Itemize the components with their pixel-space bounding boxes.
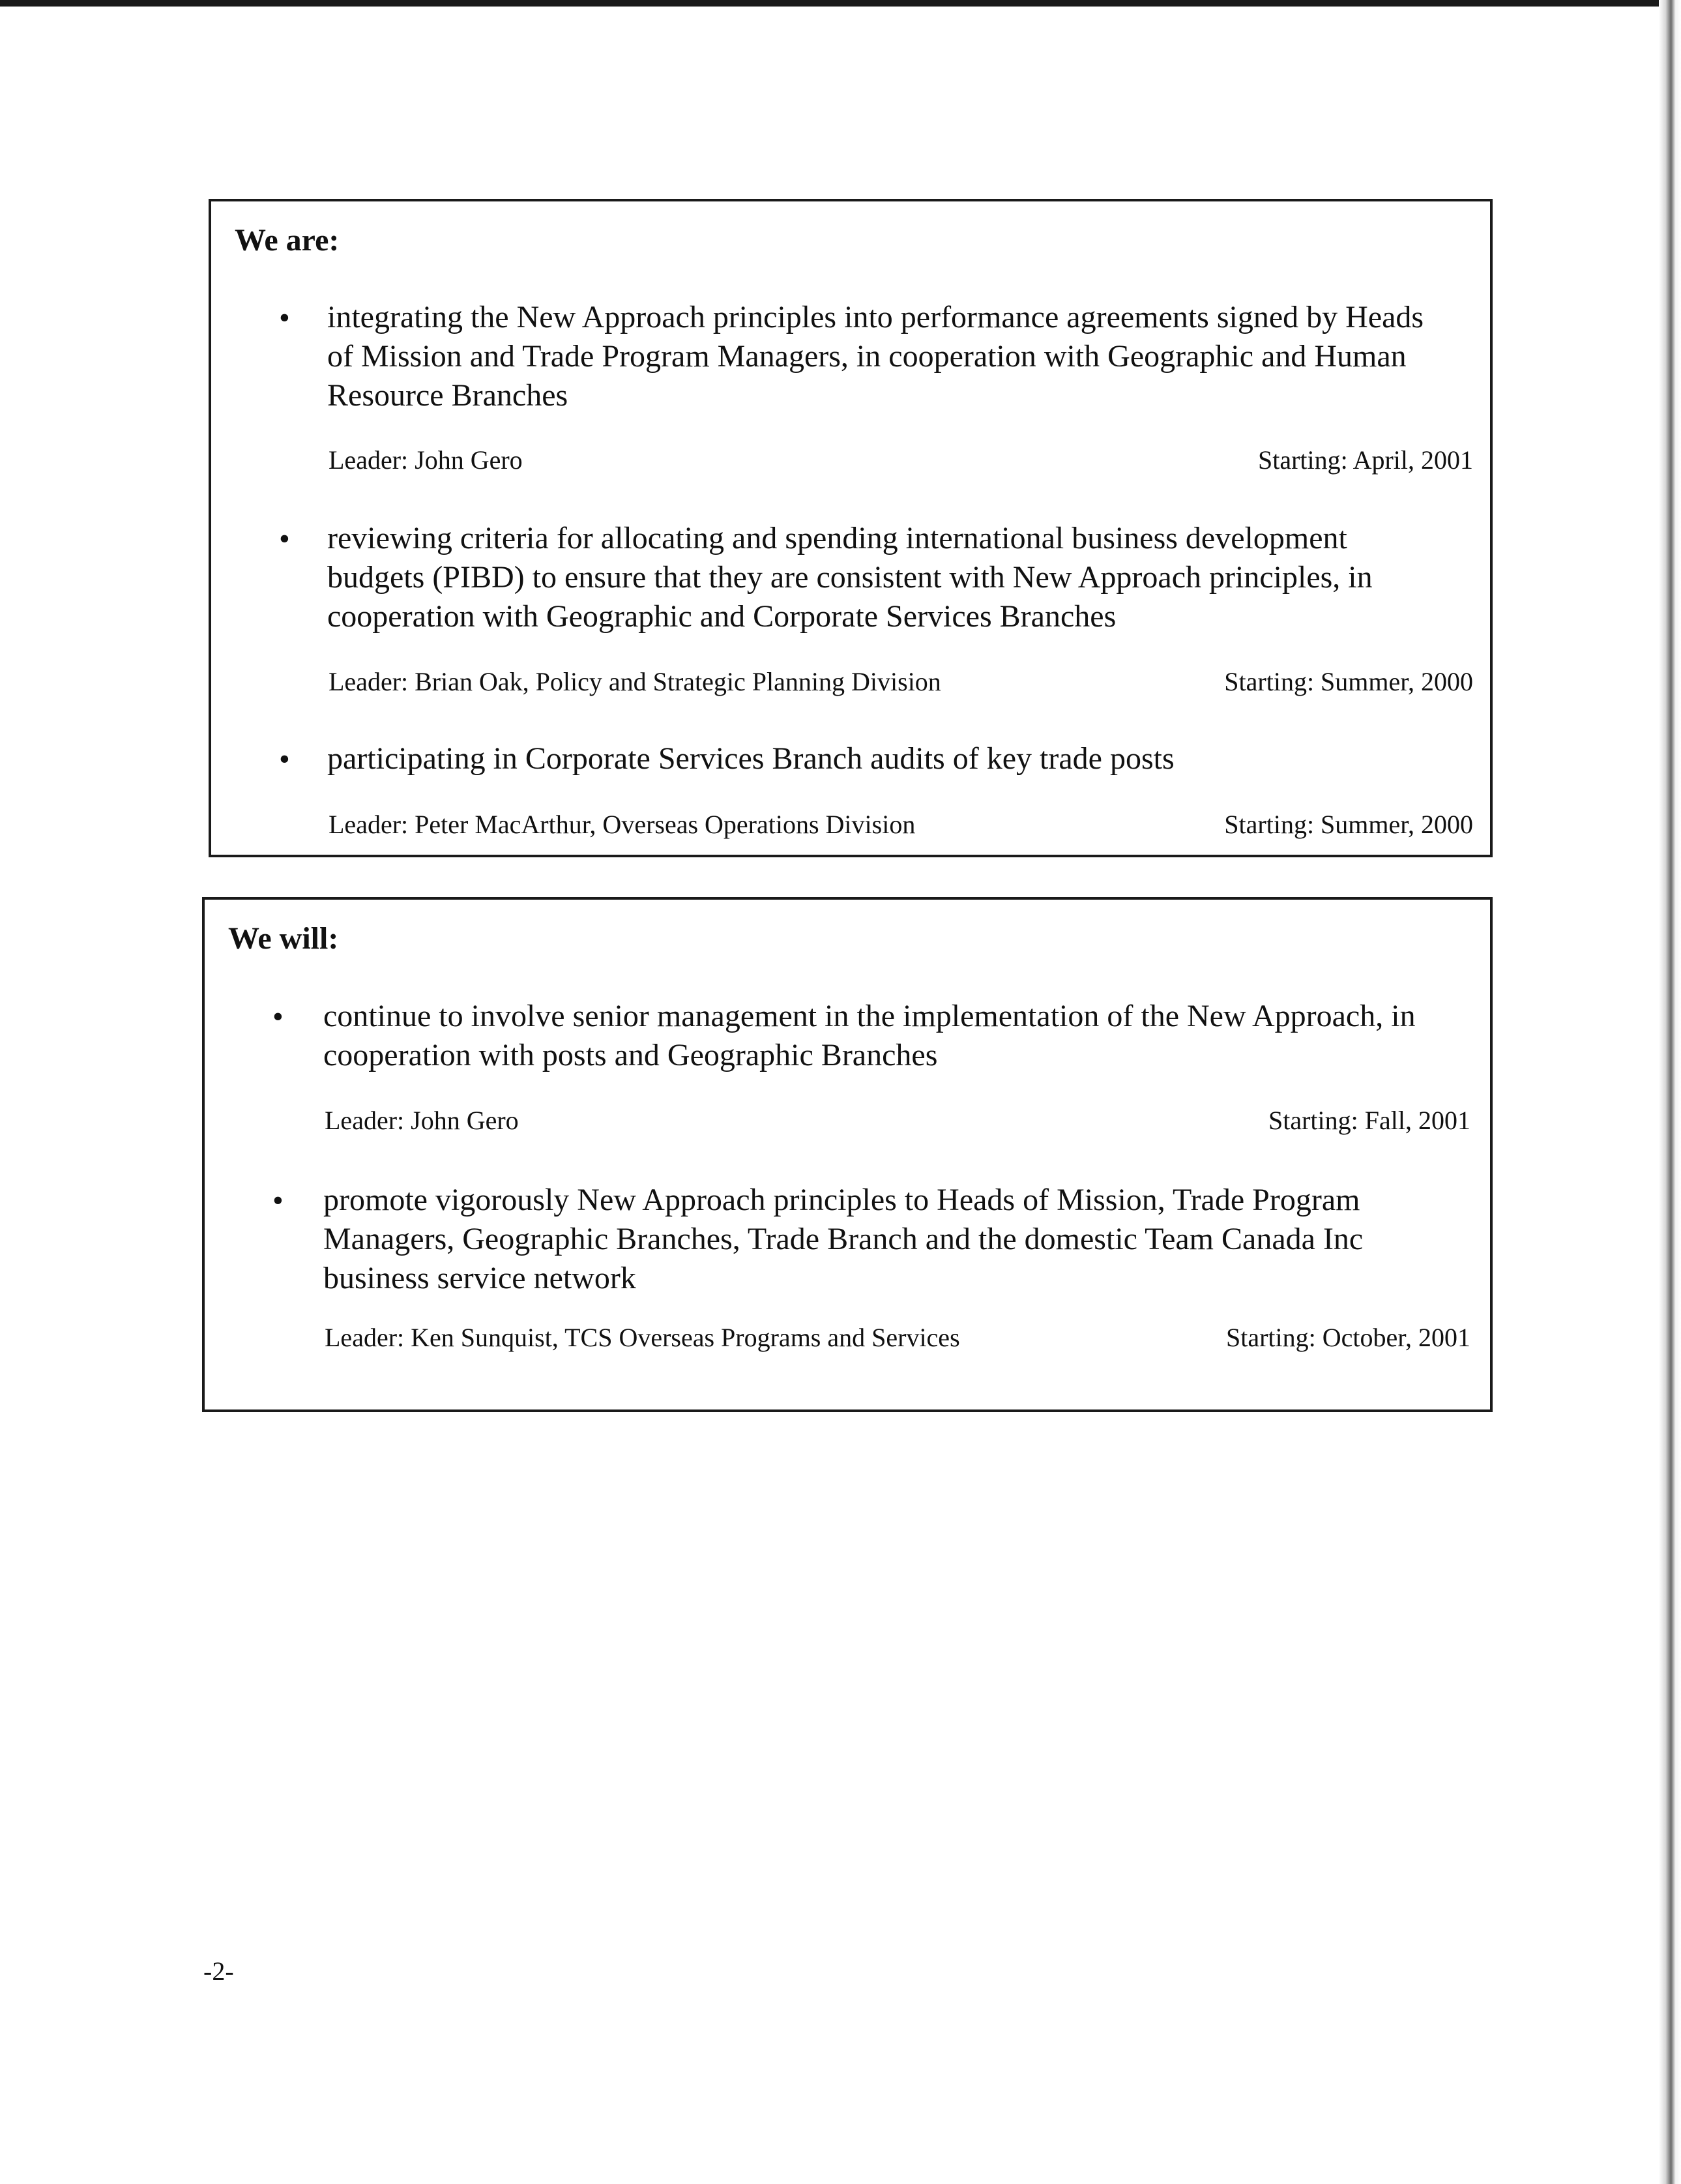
item-line: budgets (PIBD) to ensure that they are consistent with New Approach principles, in xyxy=(327,560,1373,595)
we-are-item-2-text xyxy=(327,519,1373,636)
item-line: Managers, Geographic Branches, Trade Branch and the domestic Team Canada Inc xyxy=(323,1222,1364,1256)
we-will-item-1-text xyxy=(323,997,1416,1075)
item-line: participating in Corporate Services Branch audits of key trade posts xyxy=(327,741,1175,776)
we-are-item-1-starting: Starting: April, 2001 xyxy=(1258,445,1473,475)
we-are-item-2-leader: Leader: Brian Oak, Policy and Strategic Planning Division xyxy=(329,667,941,696)
bullet-marker: • xyxy=(272,999,284,1034)
we-will-item-2-leader: Leader: Ken Sunquist, TCS Overseas Programs and Services xyxy=(325,1323,960,1352)
item-line: promote vigorously New Approach principles to Heads of Mission, Trade Program xyxy=(323,1183,1360,1217)
we-will-item-2-text xyxy=(323,1181,1363,1298)
we-will-heading: We will: xyxy=(228,921,339,956)
we-will-box xyxy=(202,897,1493,1412)
we-are-item-1-text xyxy=(327,298,1424,415)
bullet-marker: • xyxy=(279,522,290,556)
we-will-item-2-starting: Starting: October, 2001 xyxy=(1226,1323,1470,1352)
we-are-box xyxy=(209,199,1493,857)
scan-edge-right xyxy=(1659,0,1681,2184)
item-line: reviewing criteria for allocating and spending international business development xyxy=(327,521,1347,555)
item-line: continue to involve senior management in the implementation of the New Approach, in xyxy=(323,999,1416,1033)
item-line: integrating the New Approach principles into performance agreements signed by Heads xyxy=(327,300,1424,334)
we-will-item-1-starting: Starting: Fall, 2001 xyxy=(1268,1106,1470,1135)
we-will-item-1-leader: Leader: John Gero xyxy=(325,1106,519,1135)
we-are-item-3-starting: Starting: Summer, 2000 xyxy=(1224,810,1473,839)
we-are-item-3-text xyxy=(327,739,1175,778)
page-number: -2- xyxy=(203,1956,234,1986)
we-are-item-2-starting: Starting: Summer, 2000 xyxy=(1224,667,1473,696)
item-line: of Mission and Trade Program Managers, in cooperation with Geographic and Human xyxy=(327,339,1407,374)
item-line: cooperation with Geographic and Corporate Services Branches xyxy=(327,599,1117,634)
we-are-heading: We are: xyxy=(235,223,340,258)
we-are-item-1-leader: Leader: John Gero xyxy=(329,445,523,475)
bullet-marker: • xyxy=(279,742,290,776)
item-line: cooperation with posts and Geographic Branches xyxy=(323,1038,938,1072)
bullet-marker: • xyxy=(279,301,290,335)
item-line: business service network xyxy=(323,1261,636,1295)
bullet-marker: • xyxy=(272,1183,284,1218)
scan-edge-top xyxy=(0,0,1681,7)
we-are-item-3-leader: Leader: Peter MacArthur, Overseas Operations Division xyxy=(329,810,916,839)
item-line: Resource Branches xyxy=(327,378,568,413)
